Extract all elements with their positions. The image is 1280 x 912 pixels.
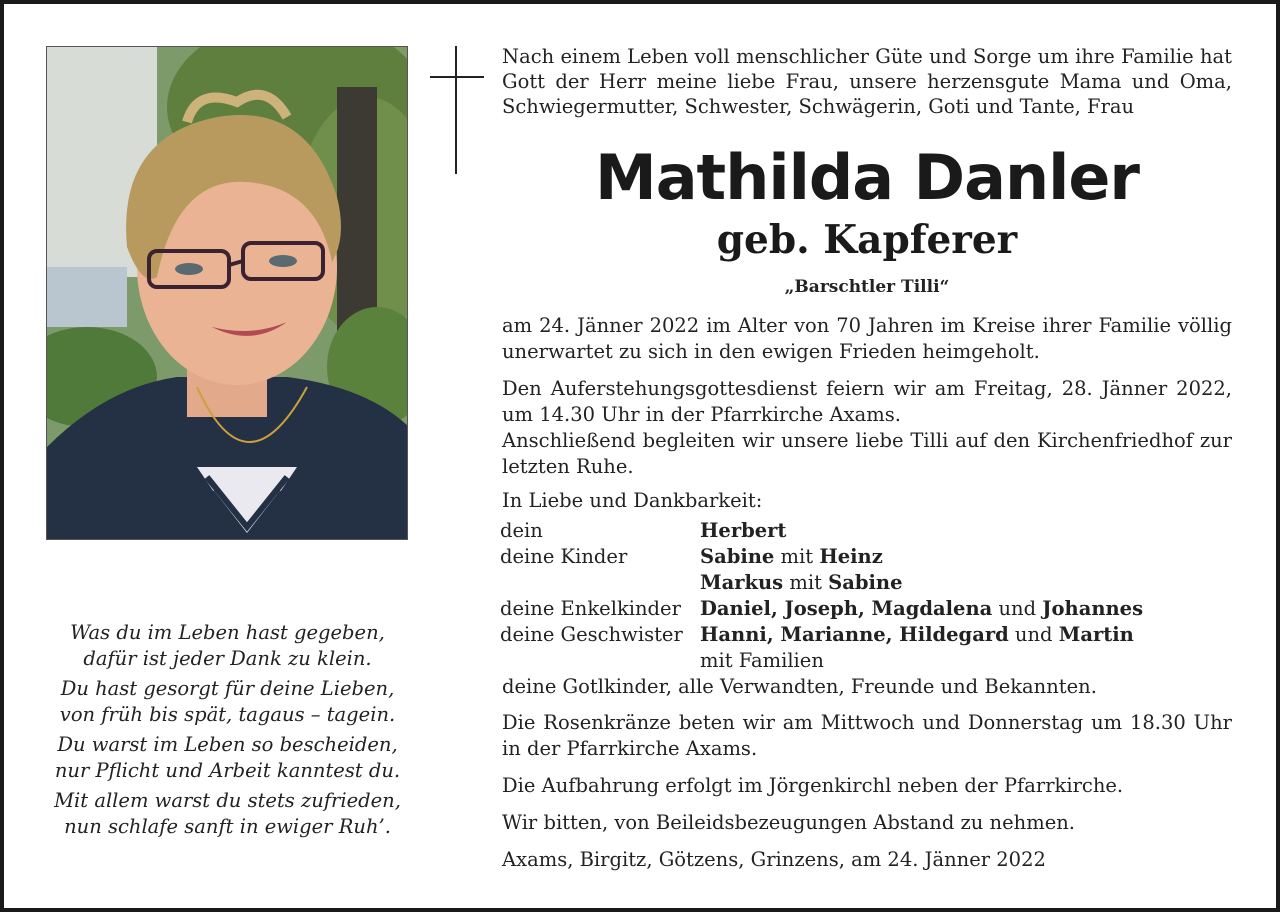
mourner-row bbox=[500, 544, 1143, 570]
mourner-names: Markus mit Sabine bbox=[700, 571, 903, 594]
mourner-relation: deine Enkelkinder bbox=[500, 597, 681, 620]
poem-stanza bbox=[30, 620, 425, 671]
viewing-text: Die Aufbahrung erfolgt im Jörgenkirchl neben der Pfarrkirche. bbox=[502, 774, 1124, 797]
request-text: Wir bitten, von Beileidsbezeugungen Abstand zu nehmen. bbox=[502, 811, 1075, 834]
mourner-row bbox=[500, 570, 1143, 596]
poem-line: Du warst im Leben so bescheiden, bbox=[57, 733, 398, 756]
poem-line: dafür ist jeder Dank zu klein. bbox=[83, 646, 372, 670]
mourner-relation bbox=[500, 648, 700, 674]
mourner-names: Sabine mit Heinz bbox=[700, 545, 883, 568]
funeral-service: Den Auferstehungsgottesdienst feiern wir am Freitag, 28. Jänner 2022, um 14.30 Uhr in der Pfarrkirche Axams. bbox=[502, 377, 1232, 426]
poem-stanza bbox=[30, 676, 425, 727]
mourner-relation: dein bbox=[500, 519, 543, 542]
mourner-row bbox=[500, 622, 1143, 648]
deceased-name: Mathilda Danler bbox=[595, 141, 1139, 214]
poem-line: nun schlafe sanft in ewiger Ruh’. bbox=[64, 814, 391, 838]
intro-text: Nach einem Leben voll menschlicher Güte und Sorge um ihre Familie hat Gott der Herr meine liebe Frau, unsere herzensgute Mama und Oma, Schwiegermutter, Schwester, Schwägerin, Goti und Tante, Frau bbox=[502, 45, 1232, 118]
poem-stanza bbox=[30, 732, 425, 783]
mourner-names: mit Familien bbox=[700, 649, 824, 672]
portrait-photo bbox=[46, 46, 408, 540]
mourner-names: Daniel, Joseph, Magdalena und Johannes bbox=[700, 597, 1144, 620]
mourner-names: Herbert bbox=[700, 519, 787, 542]
cross-icon bbox=[430, 46, 484, 174]
poem-line: nur Pflicht und Arbeit kanntest du. bbox=[54, 758, 401, 782]
mourner-row bbox=[500, 596, 1143, 622]
place-date: Axams, Birgitz, Götzens, Grinzens, am 24. Jänner 2022 bbox=[502, 848, 1046, 871]
nickname: „Barschtler Tilli“ bbox=[784, 277, 950, 297]
funeral-burial: Anschließend begleiten wir unsere liebe Tilli auf den Kirchenfriedhof zur letzten Ruhe. bbox=[502, 429, 1232, 478]
poem-line: Du hast gesorgt für deine Lieben, bbox=[60, 677, 395, 700]
mourner-relation: deine Kinder bbox=[500, 545, 628, 568]
birth-name: geb. Kapferer bbox=[716, 217, 1018, 263]
poem-stanza bbox=[30, 788, 425, 839]
gotlkinder-text: deine Gotlkinder, alle Verwandten, Freunde und Bekannten. bbox=[502, 675, 1097, 698]
funeral-text bbox=[502, 376, 1232, 480]
poem-line: Mit allem warst du stets zufrieden, bbox=[54, 789, 401, 812]
poem-line: von früh bis spät, tagaus – tagein. bbox=[59, 702, 396, 726]
mourner-relation: deine Geschwister bbox=[500, 623, 683, 646]
mourner-names: Hanni, Marianne, Hildegard und Martin bbox=[700, 623, 1134, 646]
mourner-row bbox=[500, 518, 1143, 544]
mourners-table bbox=[500, 518, 1143, 674]
death-text: am 24. Jänner 2022 im Alter von 70 Jahren im Kreise ihrer Familie völlig unerwartet zu sich in den ewigen Frieden heimgeholt. bbox=[502, 314, 1232, 363]
dank-heading: In Liebe und Dankbarkeit: bbox=[502, 489, 763, 512]
mourner-row bbox=[500, 648, 1143, 674]
mourner-relation bbox=[500, 570, 700, 596]
poem-line: Was du im Leben hast gegeben, bbox=[70, 621, 385, 644]
rosary-text: Die Rosenkränze beten wir am Mittwoch und Donnerstag um 18.30 Uhr in der Pfarrkirche Axams. bbox=[502, 711, 1232, 760]
poem bbox=[30, 620, 425, 844]
